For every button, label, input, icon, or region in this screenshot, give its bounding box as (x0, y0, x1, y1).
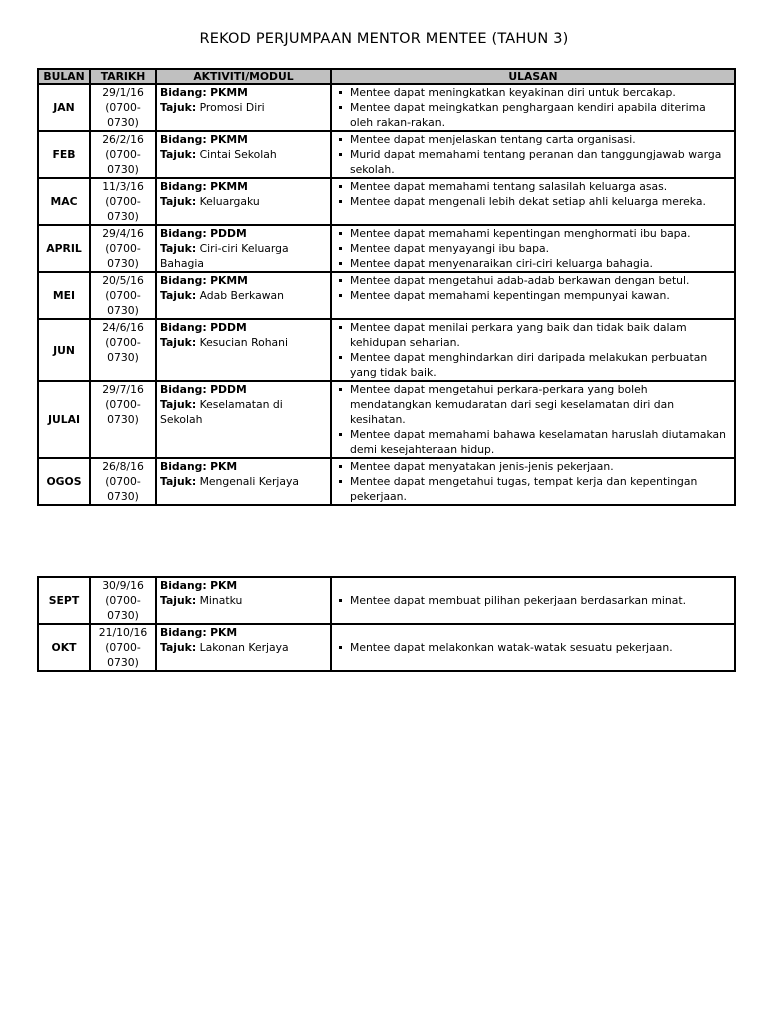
bidang-label: Bidang: (160, 227, 207, 240)
date-cell (90, 131, 156, 178)
review-item: Mentee dapat meningkatkan keyakinan diri untuk bercakap. (338, 85, 730, 100)
review-item: Mentee dapat memahami kepentingan mempunyai kawan. (338, 288, 730, 303)
review-cell (331, 458, 735, 505)
table-row (38, 624, 735, 671)
review-item: Mentee dapat memahami tentang salasilah keluarga asas. (338, 179, 730, 194)
review-item: Mentee dapat mengenali lebih dekat setiap ahli keluarga mereka. (338, 194, 730, 209)
bidang-value: PKMM (210, 274, 248, 287)
review-cell (331, 577, 735, 624)
review-list (338, 273, 730, 303)
month-cell: OKT (38, 624, 90, 671)
tajuk-value: Kesucian Rohani (199, 336, 288, 349)
table-row (38, 381, 735, 458)
date-cell (90, 272, 156, 319)
mentor-record-table (37, 68, 736, 506)
time-range: (0700-0730) (105, 101, 141, 129)
date-value: 26/2/16 (102, 133, 144, 146)
module-cell (156, 577, 331, 624)
bidang-value: PDDM (210, 227, 247, 240)
bidang-value: PKM (210, 626, 238, 639)
review-list (338, 320, 730, 380)
table-row (38, 272, 735, 319)
month-cell: JULAI (38, 381, 90, 458)
review-list (338, 85, 730, 130)
date-value: 30/9/16 (102, 579, 144, 592)
review-cell (331, 381, 735, 458)
tajuk-label: Tajuk: (160, 289, 197, 302)
review-item: Mentee dapat membuat pilihan pekerjaan berdasarkan minat. (338, 593, 730, 608)
tajuk-value: Ciri-ciri Keluarga Bahagia (160, 242, 289, 270)
time-range: (0700-0730) (105, 398, 141, 426)
bidang-label: Bidang: (160, 383, 207, 396)
review-list (338, 226, 730, 271)
bidang-label: Bidang: (160, 274, 207, 287)
tajuk-value: Adab Berkawan (199, 289, 285, 302)
tajuk-value: Promosi Diri (199, 101, 265, 114)
module-cell (156, 272, 331, 319)
table-header-row (38, 69, 735, 84)
bidang-value: PKMM (210, 180, 248, 193)
review-cell (331, 178, 735, 225)
time-range: (0700-0730) (105, 148, 141, 176)
bidang-value: PKMM (210, 133, 248, 146)
date-cell (90, 225, 156, 272)
review-item: Mentee dapat menyayangi ibu bapa. (338, 241, 730, 256)
review-item: Mentee dapat menyatakan jenis-jenis pekerjaan. (338, 459, 730, 474)
tajuk-label: Tajuk: (160, 594, 197, 607)
tajuk-label: Tajuk: (160, 398, 197, 411)
module-cell (156, 381, 331, 458)
review-item: Mentee dapat menghindarkan diri daripada melakukan perbuatan yang tidak baik. (338, 350, 730, 380)
review-cell (331, 272, 735, 319)
bidang-value: PDDM (210, 321, 247, 334)
tajuk-value: Mengenali Kerjaya (199, 475, 300, 488)
month-cell: OGOS (38, 458, 90, 505)
time-range: (0700-0730) (105, 289, 141, 317)
time-range: (0700-0730) (105, 336, 141, 364)
date-cell (90, 178, 156, 225)
tajuk-label: Tajuk: (160, 242, 197, 255)
time-range: (0700-0730) (105, 641, 141, 669)
review-item: Mentee dapat mengetahui adab-adab berkawan dengan betul. (338, 273, 730, 288)
review-cell (331, 131, 735, 178)
time-range: (0700-0730) (105, 242, 141, 270)
date-cell (90, 84, 156, 131)
bidang-value: PKMM (210, 86, 248, 99)
page-title: REKOD PERJUMPAAN MENTOR MENTEE (TAHUN 3) (199, 31, 569, 47)
table-row (38, 319, 735, 381)
table-row (38, 84, 735, 131)
header-aktiviti: AKTIVITI/MODUL (156, 69, 331, 84)
month-cell: JUN (38, 319, 90, 381)
bidang-label: Bidang: (160, 180, 207, 193)
date-value: 21/10/16 (98, 626, 148, 639)
bidang-label: Bidang: (160, 460, 207, 473)
review-item: Mentee dapat meingkatkan penghargaan kendiri apabila diterima oleh rakan-rakan. (338, 100, 730, 130)
review-list (338, 459, 730, 504)
date-cell (90, 319, 156, 381)
table-row (38, 458, 735, 505)
table-body-first (38, 84, 735, 505)
month-cell: MAC (38, 178, 90, 225)
month-cell: JAN (38, 84, 90, 131)
date-value: 11/3/16 (102, 180, 144, 193)
review-list (338, 179, 730, 209)
tajuk-label: Tajuk: (160, 641, 197, 654)
module-cell (156, 319, 331, 381)
date-value: 29/4/16 (102, 227, 144, 240)
date-value: 29/1/16 (102, 86, 144, 99)
month-cell: SEPT (38, 577, 90, 624)
module-cell (156, 84, 331, 131)
review-item: Mentee dapat menilai perkara yang baik dan tidak baik dalam kehidupan seharian. (338, 320, 730, 350)
bidang-label: Bidang: (160, 626, 207, 639)
header-ulasan: ULASAN (331, 69, 735, 84)
review-list (338, 593, 730, 608)
tajuk-label: Tajuk: (160, 195, 197, 208)
date-value: 26/8/16 (102, 460, 144, 473)
review-item: Mentee dapat mengetahui perkara-perkara yang boleh mendatangkan kemudaratan dari segi keselamatan diri dan kesihatan. (338, 382, 730, 427)
table-row (38, 577, 735, 624)
bidang-label: Bidang: (160, 86, 207, 99)
tajuk-label: Tajuk: (160, 101, 197, 114)
review-cell (331, 225, 735, 272)
review-item: Mentee dapat mengetahui tugas, tempat kerja dan kepentingan pekerjaan. (338, 474, 730, 504)
tajuk-value: Keselamatan di Sekolah (160, 398, 283, 426)
review-item: Murid dapat memahami tentang peranan dan tanggungjawab warga sekolah. (338, 147, 730, 177)
review-list (338, 382, 730, 457)
module-cell (156, 458, 331, 505)
date-value: 29/7/16 (102, 383, 144, 396)
date-cell (90, 458, 156, 505)
review-list (338, 640, 730, 655)
review-cell (331, 84, 735, 131)
table-row (38, 178, 735, 225)
tajuk-value: Keluargaku (199, 195, 260, 208)
review-cell (331, 319, 735, 381)
month-cell: MEI (38, 272, 90, 319)
module-cell (156, 178, 331, 225)
date-value: 24/6/16 (102, 321, 144, 334)
review-cell (331, 624, 735, 671)
module-cell (156, 624, 331, 671)
header-bulan: BULAN (38, 69, 90, 84)
review-item: Mentee dapat menjelaskan tentang carta organisasi. (338, 132, 730, 147)
time-range: (0700-0730) (105, 594, 141, 622)
table-row (38, 131, 735, 178)
header-tarikh: TARIKH (90, 69, 156, 84)
tajuk-value: Minatku (199, 594, 243, 607)
mentor-record-table-continued (37, 576, 736, 672)
date-cell (90, 624, 156, 671)
tajuk-label: Tajuk: (160, 475, 197, 488)
module-cell (156, 131, 331, 178)
month-cell: APRIL (38, 225, 90, 272)
month-cell: FEB (38, 131, 90, 178)
bidang-label: Bidang: (160, 321, 207, 334)
module-cell (156, 225, 331, 272)
tajuk-label: Tajuk: (160, 148, 197, 161)
time-range: (0700-0730) (105, 475, 141, 503)
review-item: Mentee dapat memahami bahawa keselamatan haruslah diutamakan demi kesejahteraan hidup. (338, 427, 730, 457)
bidang-value: PKM (210, 460, 238, 473)
table-row (38, 225, 735, 272)
review-list (338, 132, 730, 177)
bidang-label: Bidang: (160, 133, 207, 146)
bidang-value: PDDM (210, 383, 247, 396)
bidang-label: Bidang: (160, 579, 207, 592)
review-item: Mentee dapat melakonkan watak-watak sesuatu pekerjaan. (338, 640, 730, 655)
date-value: 20/5/16 (102, 274, 144, 287)
tajuk-label: Tajuk: (160, 336, 197, 349)
time-range: (0700-0730) (105, 195, 141, 223)
table-body-second (38, 577, 735, 671)
review-item: Mentee dapat memahami kepentingan menghormati ibu bapa. (338, 226, 730, 241)
date-cell (90, 577, 156, 624)
review-item: Mentee dapat menyenaraikan ciri-ciri keluarga bahagia. (338, 256, 730, 271)
tajuk-value: Lakonan Kerjaya (199, 641, 289, 654)
tajuk-value: Cintai Sekolah (199, 148, 277, 161)
bidang-value: PKM (210, 579, 238, 592)
date-cell (90, 381, 156, 458)
